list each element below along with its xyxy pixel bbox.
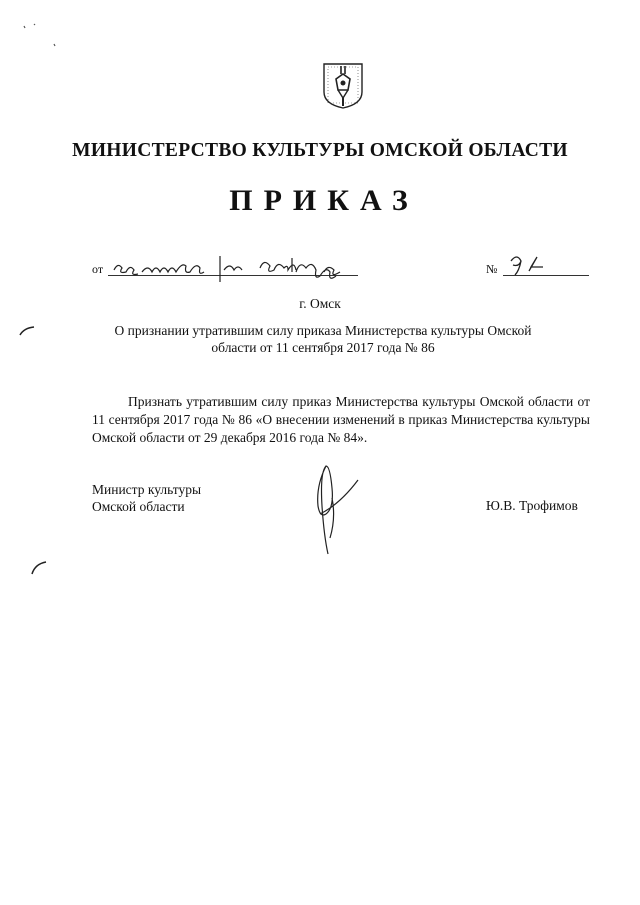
document-title: ПРИКАЗ	[229, 184, 419, 217]
signature-mark	[298, 458, 378, 558]
scan-mark-left-2	[30, 560, 50, 576]
handwritten-date	[110, 250, 360, 288]
signer-position-line-2: Омской области	[92, 499, 185, 514]
scan-mark-left-1	[18, 325, 38, 339]
signer-position-line-1: Министр культуры	[92, 482, 202, 497]
scan-mark-top	[20, 20, 60, 50]
handwritten-number	[505, 253, 555, 277]
ministry-name: МИНИСТЕРСТВО КУЛЬТУРЫ ОМСКОЙ ОБЛАСТИ	[72, 140, 568, 161]
number-label: №	[486, 262, 498, 276]
signer-position	[92, 481, 201, 515]
order-subject: О признании утратившим силу приказа Министерства культуры Омской области от 11 сентября 2017 года № 86	[114, 323, 532, 355]
city: г. Омск	[299, 296, 341, 311]
signer-name: Ю.В. Трофимов	[486, 498, 578, 513]
order-body: Признать утратившим силу приказ Министерства культуры Омской области от 11 сентября 2017 года № 86 «О внесении изменений в приказ Министерства культуры Омской области от 29 декабря 2016 года № 84».	[92, 394, 590, 445]
date-label: от	[92, 262, 104, 276]
coat-of-arms-emblem	[322, 62, 364, 110]
